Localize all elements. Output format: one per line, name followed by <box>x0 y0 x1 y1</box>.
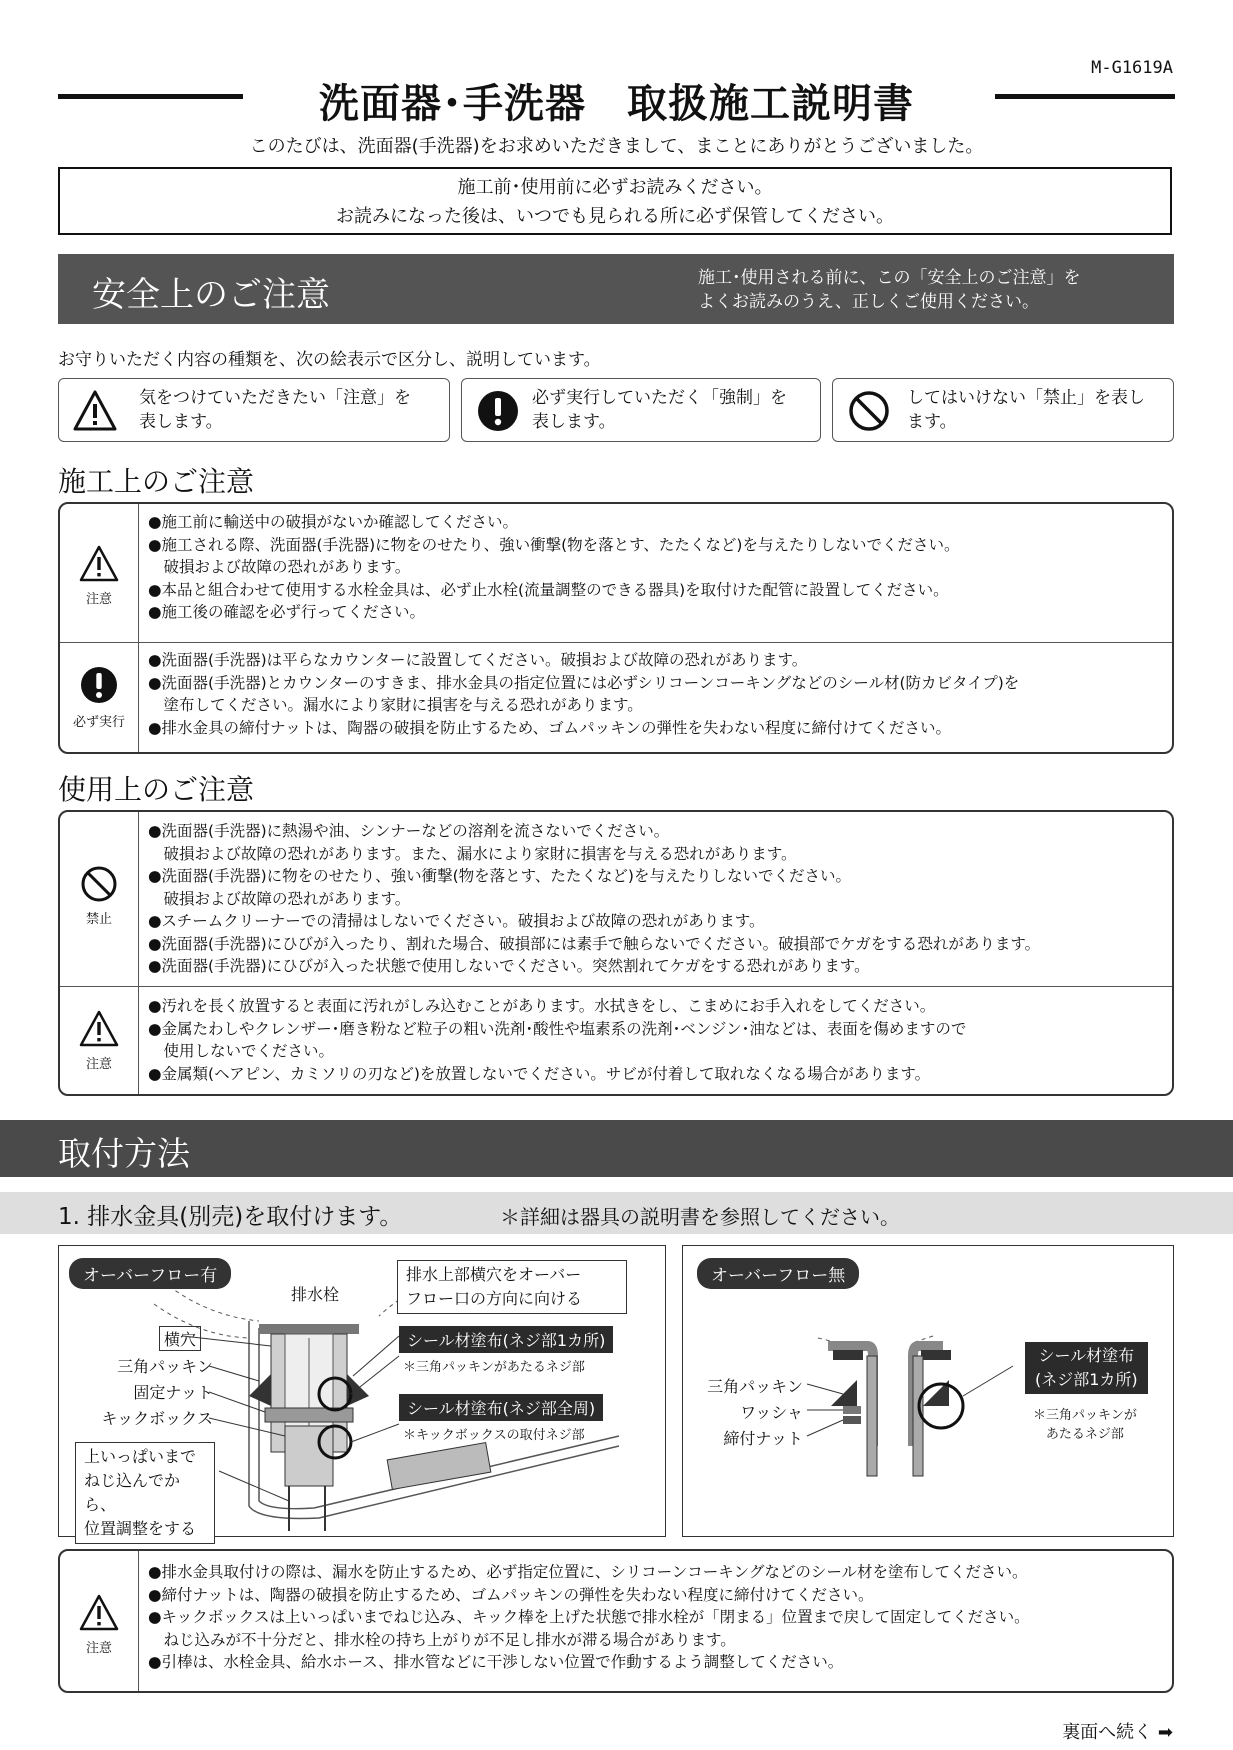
use-prohibit-row <box>60 812 1172 986</box>
caution-line: ●洗面器(手洗器)に熱湯や油、シンナーなどの溶剤を流さないでください。 <box>148 822 670 840</box>
icon-column <box>60 504 139 642</box>
continue-note <box>1062 1718 1173 1744</box>
installation-heading: 取付方法 <box>58 1134 190 1173</box>
continue-text: 裏面へ続く <box>1062 1722 1153 1743</box>
notice-line: お読みになった後は、いつでも見られる所に必ず保管してください。 <box>336 206 894 227</box>
seal2-label: シール材塗布(ネジ部全周) <box>399 1394 603 1421</box>
page-title: 洗面器･手洗器 取扱施工説明書 <box>319 81 914 127</box>
washer-label: ワッシャ <box>740 1403 803 1422</box>
install-cautions-box <box>58 502 1174 754</box>
note-line: ＊三角パッキンが <box>1033 1408 1137 1423</box>
install-caution-lines <box>148 511 1164 624</box>
mandatory-exclamation-icon <box>476 389 520 433</box>
adjust-note <box>75 1442 215 1544</box>
note-line: 上いっぱいまで <box>84 1447 197 1466</box>
seal2-note: ＊キックボックスの取付ネジ部 <box>403 1428 585 1443</box>
caution-line: 破損および故障の恐れがあります。また、漏水により家財に損害を与える恐れがあります。 <box>148 844 797 863</box>
safety-heading: 安全上のご注意 <box>92 275 330 315</box>
install-cautions-heading: 施工上のご注意 <box>58 465 255 498</box>
notice-box <box>58 167 1172 235</box>
legend-mandatory <box>461 378 821 442</box>
safety-note-line: 施工･使用される前に、この「安全上のご注意」を <box>698 268 1081 288</box>
side-hole-label: 横穴 <box>159 1326 201 1351</box>
caution-triangle-icon <box>79 1009 119 1049</box>
mandatory-exclamation-icon <box>79 665 119 705</box>
safety-heading-band <box>58 254 1174 324</box>
caution-line: ●キックボックスは上いっぱいまでねじ込み、キック棒を上げた状態で排水栓が「閉まる」位置まで戻して固定してください。 <box>148 1608 1030 1626</box>
note-line: あたるネジ部 <box>1045 1427 1124 1442</box>
caution-line: ●スチームクリーナーでの清掃はしないでください。破損および故障の恐れがあります。 <box>148 912 765 930</box>
legend-caution-text <box>139 386 411 434</box>
use-caution-lines <box>148 995 1164 1085</box>
legend-line: 表します。 <box>139 412 223 432</box>
caution-line: 破損および故障の恐れがあります。 <box>148 558 411 576</box>
legend-line: 気をつけていただきたい「注意」を <box>139 388 411 408</box>
caution-label: 注意 <box>85 1641 112 1656</box>
seal-line: シール材塗布 <box>1038 1346 1135 1365</box>
caution-label: 注意 <box>85 592 112 607</box>
seal-line: (ネジ部1カ所) <box>1035 1370 1138 1389</box>
note-line: フロー口の方向に向ける <box>406 1289 583 1308</box>
icon-column <box>60 1551 139 1693</box>
caution-line: ●本品と組合わせて使用する水栓金具は、必ず止水栓(流量調整のできる器具)を取付けた配管に設置してください。 <box>148 580 949 599</box>
no-overflow-diagram-panel <box>682 1245 1174 1537</box>
legend-line: してはいけない「禁止」を表し <box>907 388 1145 408</box>
caution-line: 破損および故障の恐れがあります。 <box>148 889 411 908</box>
caution-line: ●洗面器(手洗器)に物をのせたり、強い衝撃(物を落とす、たたくなど)を与えたりしないでください。 <box>148 867 851 885</box>
install-mandatory-row <box>60 643 1172 754</box>
prohibition-icon <box>79 864 119 904</box>
overflow-diagram-panel <box>58 1245 666 1537</box>
drain-plug-label: 排水栓 <box>291 1285 340 1304</box>
step1-title: 1. 排水金具(別売)を取付けます。 <box>58 1204 403 1230</box>
caution-line: ●洗面器(手洗器)は平らなカウンターに設置してください。破損および故障の恐れがあります。 <box>148 651 808 669</box>
prohibition-icon <box>847 389 891 433</box>
caution-line: ●排水金具取付けの際は、漏水を防止するため、必ず指定位置に、シリコーンコーキングなどのシール材を塗布してください。 <box>148 1563 1028 1581</box>
thanks-text: このたびは、洗面器(手洗器)をお求めいただきまして、まことにありがとうございました。 <box>249 136 984 157</box>
kick-box-label: キックボックス <box>101 1409 213 1428</box>
use-cautions-heading: 使用上のご注意 <box>58 773 255 806</box>
installation-caution-box <box>58 1549 1174 1693</box>
triangle-packing-label: 三角パッキン <box>117 1357 213 1376</box>
step1-band <box>0 1192 1233 1234</box>
seal-note <box>1033 1406 1137 1444</box>
legend-line: 必ず実行していただく「強制」を <box>532 388 787 408</box>
legend-prohibit-text <box>907 386 1145 434</box>
legend-line: ます。 <box>907 412 957 432</box>
caution-line: ●引棒は、水栓金具、給水ホース、排水管などに干渉しない位置で作動するよう調整してください。 <box>148 1653 844 1671</box>
step1-note: ＊詳細は器具の説明書を参照してください。 <box>500 1205 900 1229</box>
caution-line: ねじ込みが不十分だと、排水栓の持ち上がりが不足し排水が滞る場合があります。 <box>148 1630 736 1649</box>
install-mandatory-lines <box>148 649 1164 739</box>
seal1-label: シール材塗布(ネジ部1カ所) <box>399 1326 613 1353</box>
caution-triangle-icon <box>73 389 117 433</box>
use-cautions-box <box>58 810 1174 1096</box>
note-line: 位置調整をする <box>84 1519 197 1538</box>
legend-caution <box>58 378 450 442</box>
caution-line: ●締付ナットは、陶器の破損を防止するため、ゴムパッキンの弾性を失わない程度に締付けてください。 <box>148 1585 874 1604</box>
caution-triangle-icon <box>79 544 119 584</box>
note-line: ねじ込んでから、 <box>84 1471 181 1514</box>
caution-line: 使用しないでください。 <box>148 1042 335 1060</box>
caution-line: ●施工後の確認を必ず行ってください。 <box>148 603 426 621</box>
title-row <box>58 72 1175 127</box>
seal-label <box>1025 1342 1148 1394</box>
caution-line: ●排水金具の締付ナットは、陶器の破損を防止するため、ゴムパッキンの弾性を失わない程度に締付けてください。 <box>148 718 951 737</box>
icon-column <box>60 987 139 1096</box>
installation-heading-band <box>0 1120 1233 1177</box>
caution-line: ●施工前に輸送中の破損がないか確認してください。 <box>148 513 519 531</box>
triangle-packing-label: 三角パッキン <box>707 1377 803 1396</box>
direction-note <box>397 1260 627 1314</box>
legend-prohibit <box>832 378 1174 442</box>
safety-note-line: よくお読みのうえ、正しくご使用ください。 <box>698 292 1040 312</box>
legend-line: 表します。 <box>532 412 616 432</box>
caution-label: 注意 <box>85 1057 112 1072</box>
caution-line: 塗布してください。漏水により家財に損害を与える恐れがあります。 <box>148 696 643 714</box>
icon-column <box>60 812 139 986</box>
installation-caution-row <box>60 1551 1172 1693</box>
mandatory-label: 必ず実行 <box>72 715 125 730</box>
legend-intro: お守りいただく内容の種類を、次の絵表示で区分し、説明しています。 <box>58 350 601 370</box>
right-arrow-icon: ➡ <box>1152 1722 1173 1743</box>
seal1-note: ＊三角パッキンがあたるネジ部 <box>403 1360 585 1375</box>
legend-mandatory-text <box>532 386 787 434</box>
fixing-nut-label: 固定ナット <box>133 1383 213 1402</box>
caution-line: ●施工される際、洗面器(手洗器)に物をのせたり、強い衝撃(物を落とす、たたくなど)を与えたりしないでください。 <box>148 535 960 554</box>
caution-line: ●洗面器(手洗器)にひびが入った状態で使用しないでください。突然割れてケガをする恐れがあります。 <box>148 957 870 975</box>
caution-line: ●金属類(ヘアピン、カミソリの刃など)を放置しないでください。サビが付着して取れなくなる場合があります。 <box>148 1064 931 1083</box>
use-caution-row <box>60 987 1172 1096</box>
caution-line: ●洗面器(手洗器)とカウンターのすきま、排水金具の指定位置には必ずシリコーンコーキングなどのシール材(防カビタイプ)を <box>148 673 1020 692</box>
installation-caution-lines <box>148 1561 1164 1674</box>
safety-note <box>698 266 1081 314</box>
no-overflow-pill: オーバーフロー無 <box>697 1258 859 1289</box>
icon-column <box>60 643 139 754</box>
caution-line: ●金属たわしやクレンザー･磨き粉など粒子の粗い洗剤･酸性や塩素系の洗剤･ベンジン･油などは、表面を傷めますので <box>148 1019 967 1038</box>
use-prohibit-lines <box>148 820 1164 978</box>
tightening-nut-label: 締付ナット <box>723 1429 803 1448</box>
document-number: M-G1619A <box>1091 58 1173 78</box>
overflow-pill: オーバーフロー有 <box>69 1258 231 1289</box>
caution-triangle-icon <box>79 1593 119 1633</box>
caution-line: ●汚れを長く放置すると表面に汚れがしみ込むことがあります。水拭きをし、こまめにお手入れをしてください。 <box>148 997 936 1015</box>
notice-line: 施工前･使用前に必ずお読みください。 <box>457 177 773 198</box>
note-line: 排水上部横穴をオーバー <box>406 1265 582 1284</box>
prohibit-label: 禁止 <box>85 912 112 927</box>
install-caution-row <box>60 504 1172 642</box>
caution-line: ●洗面器(手洗器)にひびが入ったり、割れた場合、破損部には素手で触らないでください。破損部でケガをする恐れがあります。 <box>148 934 1041 953</box>
